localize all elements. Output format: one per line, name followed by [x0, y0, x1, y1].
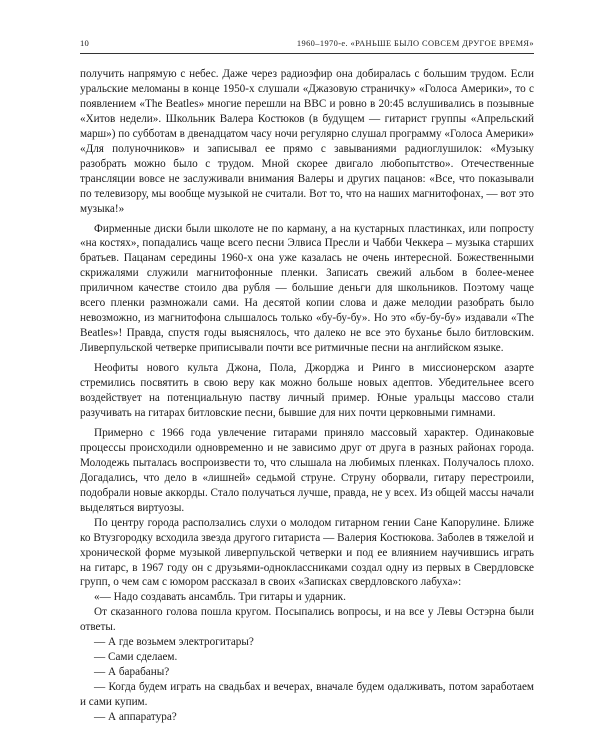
page-body	[80, 67, 534, 725]
paragraph: — А где возьмем электрогитары?	[94, 636, 254, 649]
page-header	[80, 38, 534, 54]
paragraph: По центру города расползались слухи о молодом гитарном гении Сане Капорулине. Ближе ко Втузгородку всходила звезда другого гитариста — Валерия Костюкова. Заболев в тяжелой и хронической форме музыкой ливерпульской четверки и под ее влиянием научившись играть на гитарс, в 1967 году он с друзьями-одноклассниками создал одну из первых в Свердловске групп, о чем сам с юмором рассказал в своих «Записках свердловского лабуха»:	[80, 516, 534, 589]
paragraph: От сказанного голова пошла кругом. Посыпались вопросы, и на все у Левы Остэрна были ответы.	[80, 606, 534, 634]
paragraph: «— Надо создавать ансамбль. Три гитары и ударник.	[94, 591, 346, 604]
paragraph: получить напрямую с небес. Даже через радиоэфир она добиралась с большим трудом. Если уральские меломаны в конце 1950-х слушали «Джазовую страничку» «Голоса Америки», то с появлением «The Beatles» многие перешли на ВВС и ровно в 20:45 вслушивались в позывные «Хитов недели». Школьник Валера Костюков (в будущем — гитарист группы «Апрельский марш») по субботам в двенадцатом часу ночи регулярно слушал программу «Голоса Америки» «Для полуночников» и записывал ее прямо с завываниями радиоглушилок: «Музыку разобрать можно было с трудом. Мной скорее двигало любопытство». Отечественные трансляции вовсе не заслуживали внимания Валеры и других пацанов: «Все, что показывали по телевизору, мы вообще музыкой не считали. Вот то, что на наших магнитофонах, — вот это музыка!»	[80, 68, 534, 215]
paragraph: — А барабаны?	[94, 666, 170, 679]
running-title: 1960–1970-е. «РАНЬШЕ БЫЛО СОВСЕМ ДРУГОЕ ВРЕМЯ»	[296, 39, 534, 48]
paragraph: Фирменные диски были школоте не по карману, а на кустарных пластинках, или попросту «на костях», попадались чаще всего песни Элвиса Пресли и Чабби Чеккера – музыка старших братьев. Пацанам середины 1960-х она уже казалась не очень интересной. Божественными скрижалями служили магнитофонные пленки. Записать свежий альбом в более-менее приличном качестве стоило два рубля — большие деньги для школьников. Поэтому чаще всего пленки размножали сами. На десятой копии слова и даже мелодии разобрать было невозможно, из магнитофона слышалось только «бу-бу-бу». Но это «бу-бу-бу» издавали «The Beatles»! Правда, спустя годы выяснялось, что далеко не все это буханье было битловским. Ливерпульской четверке приписывали почти все ритмичные песни на английском языке.	[80, 222, 534, 355]
paragraph: — А аппаратура?	[94, 711, 177, 724]
paragraph: Примерно с 1966 года увлечение гитарами приняло массовый характер. Одинаковые процессы происходили одновременно и не зависимо друг от друга в разных районах города. Молодежь пыталась воспроизвести то, что слышала на любимых пленках. Получалось плохо. Догадались, что дело в «лишней» седьмой струне. Струну оборвали, гитару перестроили, подобрали новые аккорды. Стало получаться лучше, правда, не у всех. Из общей массы начали выделяться виртуозы.	[80, 426, 534, 514]
page-number: 10	[80, 38, 89, 48]
paragraph: — Сами сделаем.	[94, 651, 178, 664]
paragraph: — Когда будем играть на свадьбах и вечерах, вначале будем одалживать, потом заработаем и сами купим.	[80, 681, 534, 709]
paragraph: Неофиты нового культа Джона, Пола, Джорджа и Ринго в миссионерском азарте стремились посвятить в свою веру как можно больше новых адептов. Убедительнее всего воздействует на потенциальную паству личный пример. Юные уральцы массово стали разучивать на гитарах битловские песни, бывшие для них почти церковными гимнами.	[80, 362, 534, 419]
